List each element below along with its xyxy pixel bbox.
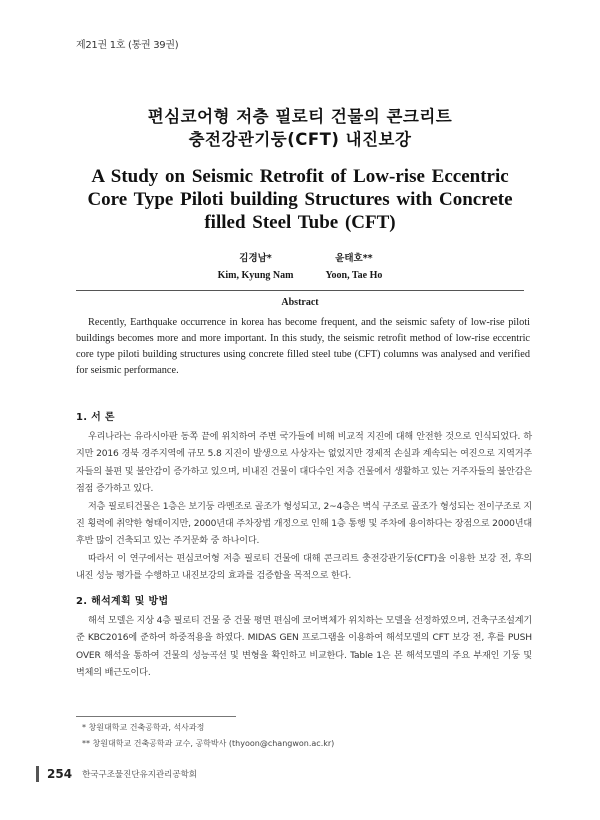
section-analysis-plan [76, 592, 532, 683]
paragraph: 저층 필로티건물은 1층은 보기둥 라멘조로 골조가 형성되고, 2~4층은 벽식 구조로 골조가 형성되는 전이구조로 지진 횡력에 취약한 형태이지만, 2000년대 주차장법 개정으로 인해 1층 통행 및 주차에 용이하다는 장점으로 2000년대 후반 많이 건축되고 있는 주거문화 중 하나이다. [76, 501, 532, 547]
page-footer [36, 766, 197, 782]
author-2-english-name: Yoon, Tae Ho [325, 270, 383, 281]
author-1 [218, 250, 294, 284]
paragraph: 우리나라는 유라시아판 동쪽 끝에 위치하여 주변 국가들에 비해 비교적 지진에 대해 안전한 것으로 인식되었다. 하지만 2016 경북 경주지역에 규모 5.8 지진이 발생으로 사상자는 없었지만 경제적 손실과 계속되는 여진으로 지역거주자들의 불편 및 불안감이 증가하고 있으며, 비내진 건물이 대다수인 저층 건물에서 생활하고 있는 거주자들의 불안감은 점점 증가하고 있다. [76, 432, 532, 495]
journal-volume-header: 제21권 1호 (통권 39권) [76, 40, 179, 51]
abstract-heading: Abstract [281, 297, 319, 308]
author-2 [325, 250, 382, 284]
journal-name: 한국구조물진단유지관리공학회 [82, 770, 198, 780]
korean-title-line-2: 충전강관기둥(CFT) 내진보강 [188, 130, 412, 149]
paragraph: 따라서 이 연구에서는 편심코어형 저층 필로티 건물에 대해 콘크리트 충전강관기둥(CFT)을 이용한 보강 전, 후의 내진 성능 평가를 수행하고 내진보강의 효과를 검증함을 목적으로 한다. [76, 553, 532, 582]
footer-bar [36, 766, 39, 782]
footnotes [82, 720, 334, 752]
section-heading: 1. 서 론 [76, 412, 115, 423]
author-1-english-name: Kim, Kyung Nam [217, 270, 294, 281]
english-title: A Study on Seismic Retrofit of Low-rise Eccentric Core Type Piloti building Structures with Concrete filled Steel Tube (CFT) [87, 166, 513, 233]
footnote-divider [76, 716, 236, 717]
abstract-divider [76, 290, 524, 291]
korean-title [0, 105, 600, 151]
footnote-2: ** 창원대학교 건축공학과 교수, 공학박사 (thyoon@changwon.ac.kr) [82, 739, 335, 748]
korean-title-line-1: 편심코어형 저층 필로티 건물의 콘크리트 [147, 107, 453, 126]
section-introduction [76, 408, 532, 586]
page-number: 254 [47, 767, 73, 781]
author-1-korean-name: 김경남* [239, 253, 272, 264]
paragraph: 해석 모델은 지상 4층 필로티 건물 중 건물 평면 편심에 코어벽체가 위치하는 모델을 선정하였으며, 건축구조설계기준 KBC2016에 준하여 하중적용을 하였다. MIDAS GEN 프로그램을 이용하여 해석모델의 CFT 보강 전, 후를 PUSH OVER 해석을 통하여 건물의 성능곡선 및 변형을 확인하고 비교한다. Table 1은 본 해석모델의 주요 부재인 기둥 및 벽체의 배근도이다. [76, 616, 532, 679]
footnote-1: * 창원대학교 건축공학과, 석사과정 [82, 723, 205, 732]
abstract-text: Recently, Earthquake occurrence in korea has become frequent, and the seismic safety of low-rise piloti buildings becomes more and more important. In this study, the seismic retrofit method of low-rise eccentric core type piloti building structures using concrete filled steel tube (CFT) columns was analysed and verified for seismic performance. [76, 317, 530, 376]
section-heading: 2. 해석계획 및 방법 [76, 596, 169, 607]
author-2-korean-name: 윤태호** [335, 253, 373, 264]
author-list [0, 250, 600, 284]
